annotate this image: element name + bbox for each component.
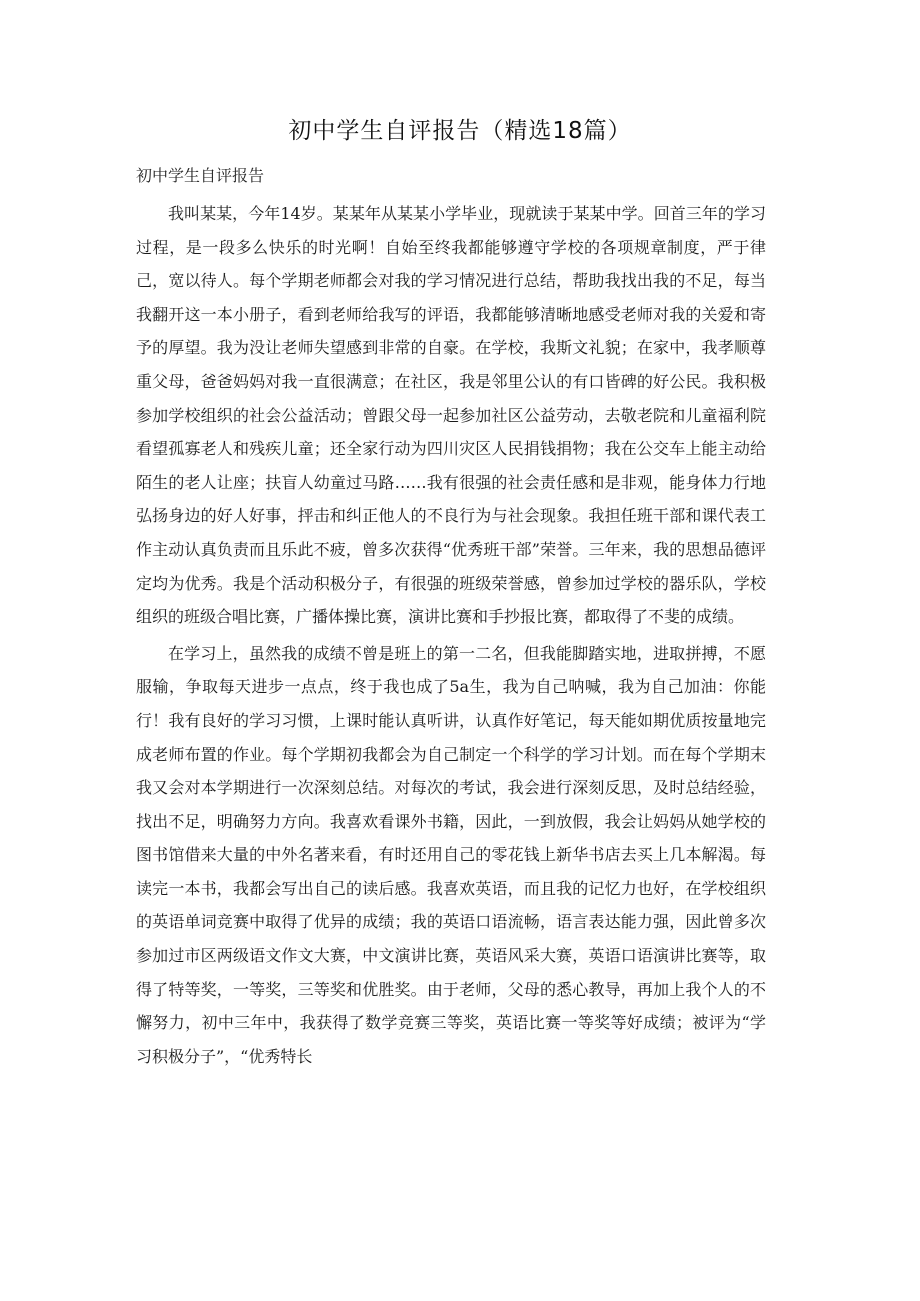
document-body <box>136 197 766 1076</box>
document-title: 初中学生自评报告（精选18篇） <box>288 118 632 144</box>
body-paragraph-2: 在学习上，虽然我的成绩不曾是班上的第一二名，但我能脚踏实地，进取拼搏，不愿服输，争取每天进步一点点，终于我也成了5a生，我为自己呐喊，我为自己加油：你能行！我有良好的学习习惯，上课时能认真听讲，认真作好笔记，每天能如期优质按量地完成老师布置的作业。每个学期初我都会为自己制定一个科学的学习计划。而在每个学期末我又会对本学期进行一次深刻总结。对每次的考试，我会进行深刻反思，及时总结经验，找出不足，明确努力方向。我喜欢看课外书籍，因此，一到放假，我会让妈妈从她学校的图书馆借来大量的中外名著来看，有时还用自己的零花钱上新华书店去买上几本解渴。每读完一本书，我都会写出自己的读后感。我喜欢英语，而且我的记忆力也好，在学校组织的英语单词竞赛中取得了优异的成绩；我的英语口语流畅，语言表达能力强，因此曾多次参加过市区两级语文作文大赛，中文演讲比赛，英语风采大赛，英语口语演讲比赛等，取得了特等奖，一等奖，三等奖和优胜奖。由于老师，父母的悉心教导，再加上我个人的不懈努力，初中三年中，我获得了数学竞赛三等奖，英语比赛一等奖等好成绩；被评为“学习积极分子”，“优秀特长 <box>136 643 766 1066</box>
body-paragraph-1: 我叫某某，今年14岁。某某年从某某小学毕业，现就读于某某中学。回首三年的学习过程，是一段多么快乐的时光啊！自始至终我都能够遵守学校的各项规章制度，严于律己，宽以待人。每个学期老师都会对我的学习情况进行总结，帮助我找出我的不足，每当我翻开这一本小册子，看到老师给我写的评语，我都能够清晰地感受老师对我的关爱和寄予的厚望。我为没让老师失望感到非常的自豪。在学校，我斯文礼貌；在家中，我孝顺尊重父母，爸爸妈妈对我一直很满意；在社区，我是邻里公认的有口皆碑的好公民。我积极参加学校组织的社会公益活动；曾跟父母一起参加社区公益劳动，去敬老院和儿童福利院看望孤寡老人和残疾儿童；还全家行动为四川灾区人民捐钱捐物；我在公交车上能主动给陌生的老人让座；扶盲人幼童过马路……我有很强的社会责任感和是非观，能身体力行地弘扬身边的好人好事，抨击和纠正他人的不良行为与社会现象。我担任班干部和课代表工作主动认真负责而且乐此不疲，曾多次获得“优秀班干部”荣誉。三年来，我的思想品德评定均为优秀。我是个活动积极分子，有很强的班级荣誉感，曾参加过学校的器乐队，学校组织的班级合唱比赛，广播体操比赛，演讲比赛和手抄报比赛，都取得了不斐的成绩。 <box>136 204 766 627</box>
document-subtitle: 初中学生自评报告 <box>136 166 265 185</box>
